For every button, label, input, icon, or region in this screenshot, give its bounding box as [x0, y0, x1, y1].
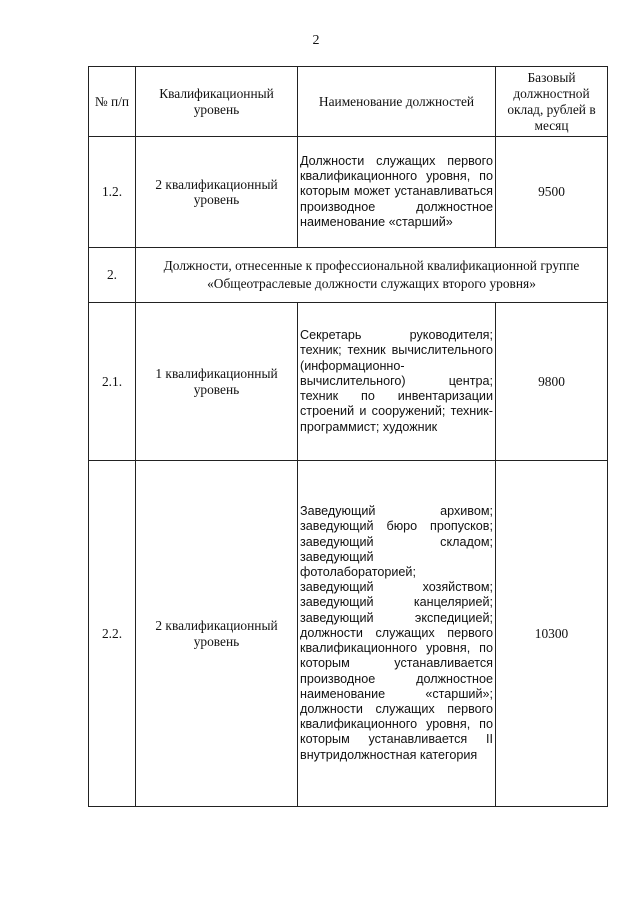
group-number: 2. — [89, 248, 136, 303]
header-salary: Базовый должностной оклад, рублей в месяц — [496, 67, 608, 137]
header-level: Квалификационный уровень — [136, 67, 298, 137]
row-positions: Должности служащих первого квалификационного уровня, по которым может устанавливаться производное должностное наименование «старший» — [298, 137, 496, 248]
group-row — [89, 248, 608, 303]
row-level: 2 квалификационный уровень — [136, 461, 298, 807]
row-positions: Секретарь руководителя; техник; техник вычислительного (информационно-вычислительного) центра; техник по инвентаризации строений и сооружений; техник-программист; художник — [298, 303, 496, 461]
group-title: Должности, отнесенные к профессиональной квалификационной группе «Общеотраслевые должности служащих второго уровня» — [136, 248, 608, 303]
row-number: 2.1. — [89, 303, 136, 461]
row-salary: 9500 — [496, 137, 608, 248]
row-level: 2 квалификационный уровень — [136, 137, 298, 248]
row-salary: 10300 — [496, 461, 608, 807]
row-number: 1.2. — [89, 137, 136, 248]
table-row — [89, 303, 608, 461]
table-row — [89, 461, 608, 807]
table-row — [89, 137, 608, 248]
salary-table — [88, 66, 608, 807]
row-level: 1 квалификационный уровень — [136, 303, 298, 461]
row-number: 2.2. — [89, 461, 136, 807]
header-number: № п/п — [89, 67, 136, 137]
row-positions: Заведующий архивом; заведующий бюро пропусков; заведующий складом; заведующий фотолабораторией; заведующий хозяйством; заведующий канцелярией; заведующий экспедицией; должности служащих первого квалификационного уровня, по которым устанавливается производное должностное наименование «старший»; должности служащих первого квалификационного уровня, по которым устанавливается II внутридолжностная категория — [298, 461, 496, 807]
row-salary: 9800 — [496, 303, 608, 461]
table-header-row — [89, 67, 608, 137]
page-number: 2 — [312, 33, 320, 48]
header-positions: Наименование должностей — [298, 67, 496, 137]
